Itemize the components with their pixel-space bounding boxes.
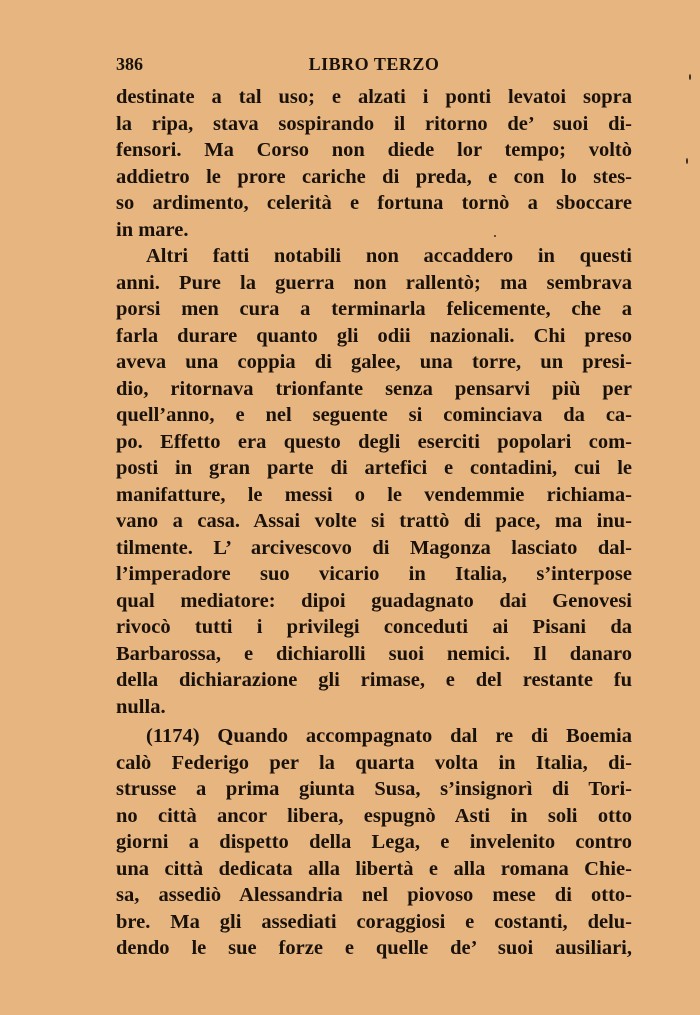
text-line: strusse a prima giunta Susa, s’insignorì di Tori-: [116, 778, 632, 800]
text-line: dio, ritornava trionfante senza pensarvi più per: [116, 377, 632, 400]
text-line: anni. Pure la guerra non rallentò; ma sembrava: [116, 271, 632, 294]
text-line: qual mediatore: dipoi guadagnato dai Genovesi: [116, 589, 632, 612]
text-line: manifatture, le messi o le vendemmie richiama-: [116, 483, 632, 506]
text-line: bre. Ma gli assediati coraggiosi e costanti, delu-: [116, 910, 632, 933]
text-line: fensori. Ma Corso non diede lor tempo; voltò: [116, 139, 632, 161]
text-line: calò Federigo per la quarta volta in Italia, di-: [116, 751, 632, 774]
text-line: nulla.: [116, 695, 166, 718]
text-line: l’imperadore suo vicario in Italia, s’interpose: [116, 563, 632, 585]
scan-speck: [686, 158, 688, 164]
text-line: Altri fatti notabili non accaddero in questi: [146, 245, 632, 267]
text-line: della dichiarazione gli rimase, e del restante fu: [116, 669, 632, 691]
text-line: sa, assediò Alessandria nel piovoso mese di otto-: [116, 884, 632, 906]
page-number: 386: [116, 54, 143, 74]
text-line: vano a casa. Assai volte si trattò di pace, ma inu-: [116, 510, 632, 532]
text-line: (1174) Quando accompagnato dal re di Boemia: [146, 725, 632, 747]
page-header: [116, 54, 632, 80]
text-line: addietro le prore cariche di preda, e con lo stes-: [116, 165, 632, 188]
text-line: dendo le sue forze e quelle de’ suoi ausiliari,: [116, 937, 632, 959]
text-line: so ardimento, celerità e fortuna tornò a sboccare: [116, 192, 632, 214]
text-line: giorni a dispetto della Lega, e invelenito contro: [116, 831, 632, 853]
text-line: po. Effetto era questo degli eserciti popolari com-: [116, 430, 632, 453]
scan-speck: [494, 235, 496, 237]
text-line: no città ancor libera, espugnò Asti in soli otto: [116, 804, 632, 827]
text-line: Barbarossa, e dichiarolli suoi nemici. Il danaro: [116, 642, 632, 665]
text-line: in mare.: [116, 218, 189, 241]
text-line: destinate a tal uso; e alzati i ponti levatoi sopra: [116, 86, 632, 108]
text-line: la ripa, stava sospirando il ritorno de’ suoi di-: [116, 112, 632, 135]
text-line: una città dedicata alla libertà e alla romana Chie-: [116, 857, 632, 880]
text-line: porsi men cura a terminarla felicemente, che a: [116, 298, 632, 320]
text-line: posti in gran parte di artefici e contadini, cui le: [116, 457, 632, 479]
text-line: tilmente. L’ arcivescovo di Magonza lasciato dal-: [116, 536, 632, 559]
text-line: rivocò tutti i privilegi conceduti ai Pisani da: [116, 616, 632, 638]
text-line: aveva una coppia di galee, una torre, un presi-: [116, 351, 632, 373]
running-title: LIBRO TERZO: [308, 54, 440, 74]
text-line: farla durare quanto gli odii nazionali. Chi preso: [116, 324, 632, 347]
page-body-text: [116, 84, 632, 962]
text-line: quell’anno, e nel seguente si cominciava da ca-: [116, 404, 632, 426]
scan-speck: [689, 74, 691, 80]
